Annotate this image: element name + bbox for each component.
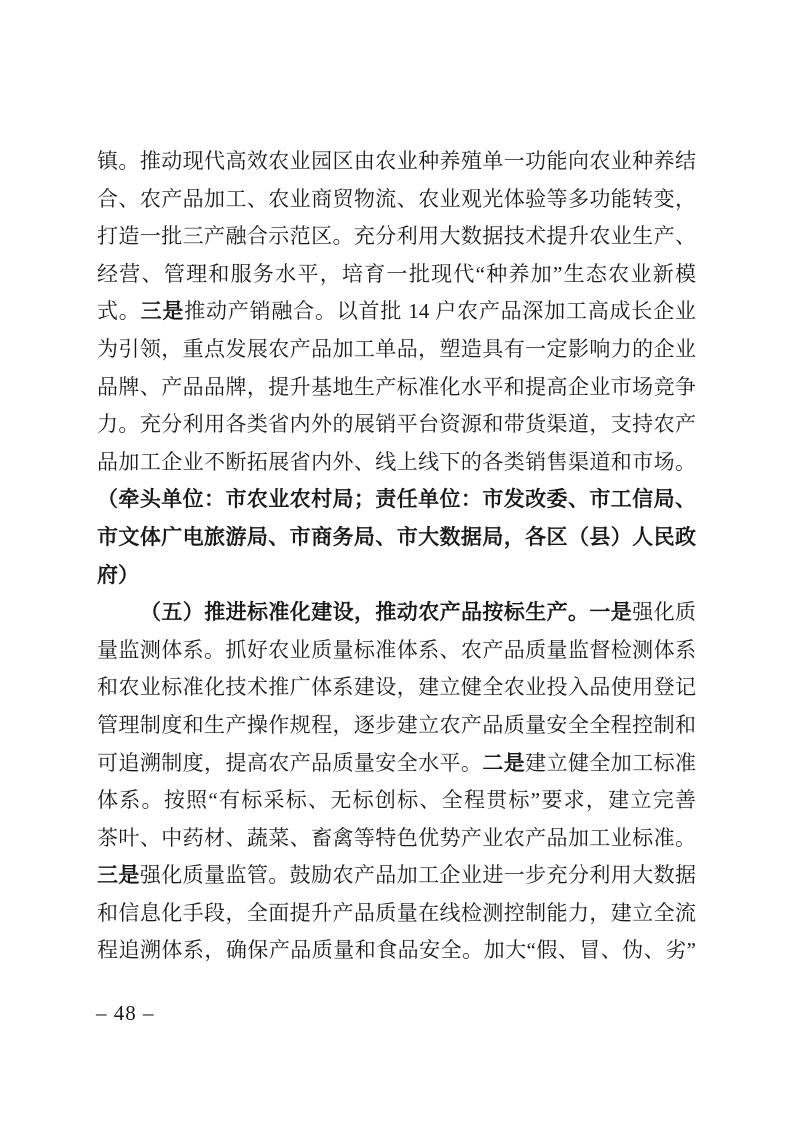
text-segment: 式。	[97, 299, 141, 324]
text-line	[97, 707, 696, 745]
text-segment: 体系。按照“有标采标、无标创标、全程贯标”要求，建立完善	[97, 788, 696, 813]
text-line	[97, 143, 696, 181]
text-segment: 三是	[97, 863, 140, 888]
text-segment: 和农业标准化技术推广体系建设，建立健全农业投入品使用登记	[97, 675, 696, 700]
text-line	[97, 669, 696, 707]
text-line	[97, 557, 696, 595]
text-line	[97, 932, 696, 970]
text-segment: 市文体广电旅游局、市商务局、市大数据局，各区（县）人民政	[97, 525, 696, 549]
text-line	[97, 369, 696, 407]
text-segment: 可追溯制度，提高农产品质量安全水平。	[97, 750, 483, 775]
text-segment: 茶叶、中药材、蔬菜、畜禽等特色优势产业农产品加工业标准。	[97, 825, 696, 850]
text-line	[97, 181, 696, 219]
text-line	[97, 218, 696, 256]
text-line	[97, 481, 696, 519]
text-segment: 和信息化手段，全面提升产品质量在线检测控制能力，建立全流	[97, 900, 696, 925]
text-segment: 三是	[140, 299, 185, 324]
text-segment: （五）推进标准化建设，推动农产品按标生产。一是	[140, 600, 633, 625]
text-segment: 府）	[97, 563, 139, 587]
text-line	[97, 444, 696, 482]
text-line	[97, 857, 696, 895]
text-segment: （牵头单位：市农业农村局；责任单位：市发改委、市工信局、	[97, 488, 696, 512]
page-number: – 48 –	[96, 1001, 155, 1025]
text-line	[97, 293, 696, 331]
text-segment: 程追溯体系，确保产品质量和食品安全。加大“假、冒、伪、劣”	[97, 938, 696, 963]
text-block	[97, 143, 696, 970]
text-line	[97, 632, 696, 670]
text-segment: 品牌、产品品牌，提升基地生产标准化水平和提高企业市场竞争	[97, 374, 696, 399]
text-segment: 镇。推动现代高效农业园区由农业种养殖单一功能向农业种养结	[97, 149, 696, 173]
text-segment: 合、农产品加工、农业商贸物流、农业观光体验等多功能转变，	[97, 186, 696, 211]
text-segment: 品加工企业不断拓展省内外、线上线下的各类销售渠道和市场。	[97, 449, 696, 474]
text-segment: 管理制度和生产操作规程，逐步建立农产品质量安全全程控制和	[97, 712, 696, 737]
text-segment: 二是	[482, 750, 526, 775]
text-segment: 强化质量监管。鼓励农产品加工企业进一步充分利用大数据	[139, 863, 696, 888]
text-line	[97, 406, 696, 444]
text-line	[97, 594, 696, 632]
text-line	[97, 782, 696, 820]
text-segment: 量监测体系。抓好农业质量标准体系、农产品质量监督检测体系	[97, 637, 696, 662]
text-line	[97, 256, 696, 294]
text-line	[97, 519, 696, 557]
text-segment: 推动产销融合。以首批 14 户农产品深加工高成长企业	[184, 299, 696, 324]
text-segment: 打造一批三产融合示范区。充分利用大数据技术提升农业生产、	[97, 224, 696, 249]
text-line	[97, 331, 696, 369]
text-line	[97, 895, 696, 933]
text-line	[97, 820, 696, 858]
text-segment: 为引领，重点发展农产品加工单品，塑造具有一定影响力的企业	[97, 336, 696, 361]
text-segment: 力。充分利用各类省内外的展销平台资源和带货渠道，支持农产	[97, 412, 696, 437]
text-segment: 经营、管理和服务水平，培育一批现代“种养加”生态农业新模	[97, 261, 696, 286]
text-segment: 建立健全加工标准	[525, 750, 696, 775]
text-line	[97, 745, 696, 783]
text-segment: 强化质	[632, 600, 696, 625]
